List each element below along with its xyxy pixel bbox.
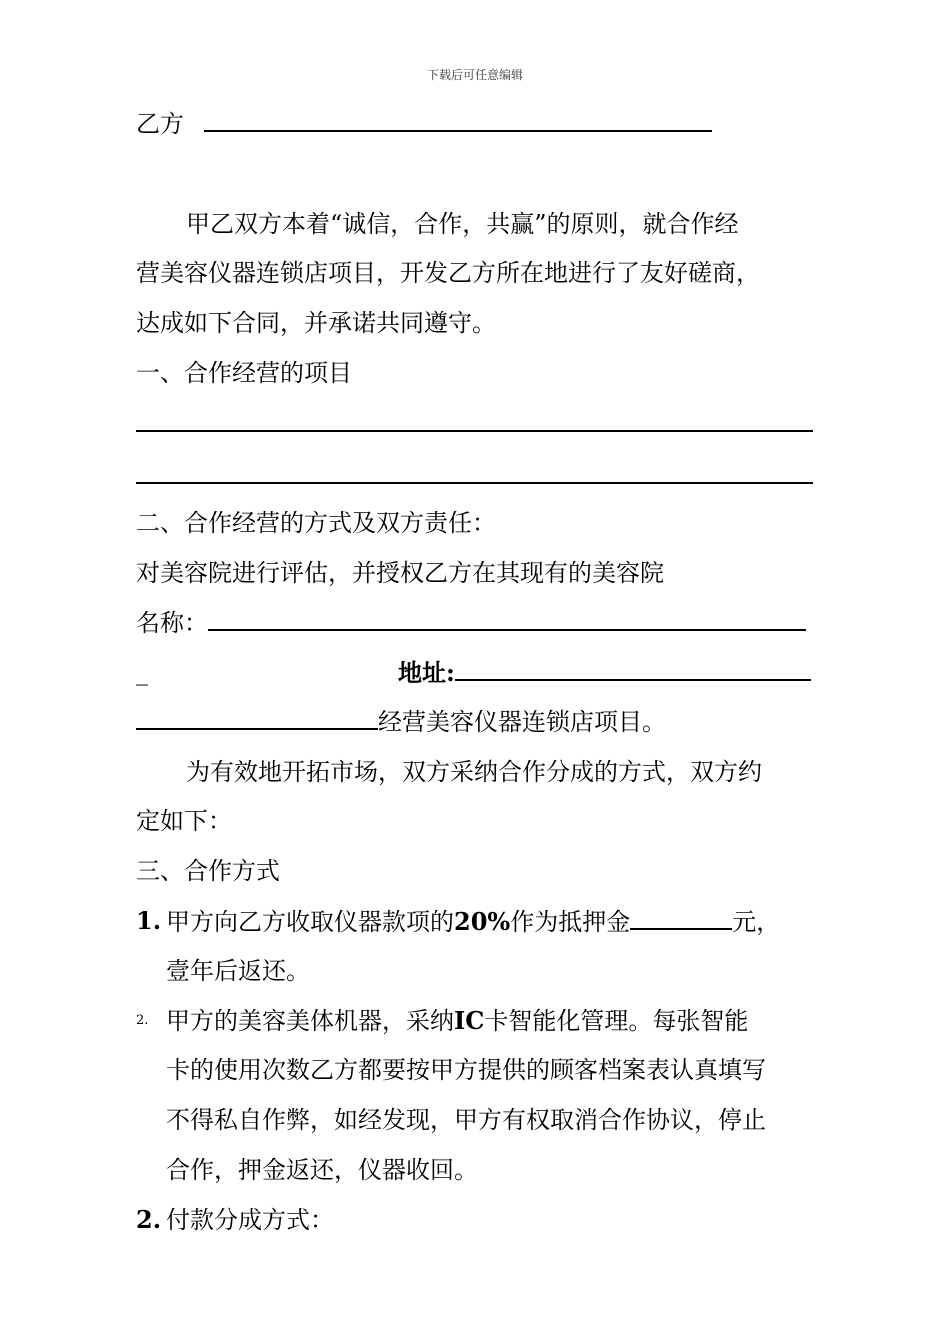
intro-line-3: 达成如下合同，并承诺共同遵守。 — [136, 309, 496, 337]
market-line-1: 为有效地开拓市场，双方采纳合作分成的方式，双方约 — [186, 758, 762, 786]
deposit-amount-blank — [630, 906, 732, 930]
item-2-line-3: 不得私自作弊，如经发现，甲方有权取消合作协议，停止 — [166, 1106, 766, 1134]
item-2-text-b: 卡智能化管理。每张智能 — [484, 1007, 749, 1035]
project-blank-line-1 — [136, 430, 813, 432]
section-3-title: 三、合作方式 — [136, 857, 280, 885]
name-label: 名称： — [136, 609, 208, 637]
intro-line-1: 甲乙双方本着“诚信，合作，共赢”的原则，就合作经 — [186, 210, 739, 238]
item-2-line-2: 卡的使用次数乙方都要按甲方提供的顾客档案表认真填写 — [166, 1056, 766, 1084]
store-project-text: 经营美容仪器连锁店项目。 — [378, 708, 666, 736]
name-line — [136, 607, 806, 638]
item-1-line-2: 壹年后返还。 — [166, 957, 310, 985]
item-1-number: 1. — [136, 906, 162, 935]
item-1-text-a: 甲方向乙方收取仪器款项的 — [166, 908, 454, 936]
store-line — [136, 706, 666, 737]
party-b-blank — [204, 108, 712, 132]
intro-line-2: 营美容仪器连锁店项目，开发乙方所在地进行了友好磋商， — [136, 259, 760, 287]
evaluation-line: 对美容院进行评估，并授权乙方在其现有的美容院 — [136, 559, 664, 587]
name-overflow: _ — [136, 658, 148, 686]
item-2-number: 2. — [136, 1013, 149, 1028]
deposit-percentage: 20% — [454, 907, 511, 936]
item-3-number: 2. — [136, 1205, 162, 1234]
party-b-line — [136, 108, 712, 139]
name-blank — [208, 607, 806, 631]
party-b-label: 乙方 — [136, 110, 184, 138]
project-blank-line-2 — [136, 482, 813, 484]
market-line-2: 定如下： — [136, 807, 232, 835]
address-label: 地址: — [398, 658, 455, 687]
section-2-title: 二、合作经营的方式及双方责任： — [136, 509, 496, 537]
store-blank — [136, 706, 378, 730]
item-2-line-1 — [166, 1006, 748, 1036]
item-3-text: 付款分成方式： — [166, 1206, 334, 1234]
address-blank — [455, 657, 811, 681]
item-2-text-a: 甲方的美容美体机器，采纳 — [166, 1007, 454, 1035]
ic-card-label: IC — [454, 1006, 485, 1035]
item-1-line-1 — [166, 906, 780, 937]
item-2-line-4: 合作，押金返还，仪器收回。 — [166, 1156, 478, 1184]
item-1-text-b: 作为抵押金 — [510, 908, 631, 936]
page-header-note: 下载后可任意编辑 — [426, 68, 523, 82]
section-1-title: 一、合作经营的项目 — [136, 359, 352, 387]
address-line — [398, 657, 811, 688]
item-1-text-c: 元， — [732, 908, 781, 936]
